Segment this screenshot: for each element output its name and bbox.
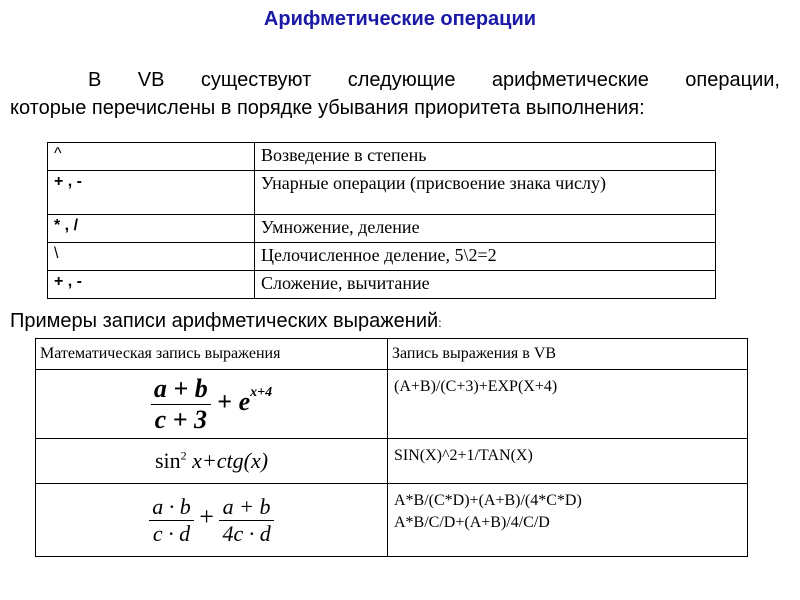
examples-title-text: Примеры записи арифметических выражений <box>10 310 439 332</box>
header-code: Запись выражения в VB <box>388 339 748 370</box>
table-row <box>48 171 716 215</box>
plus-sign: + <box>199 502 214 532</box>
operator-description: Сложение, вычитание <box>255 271 716 299</box>
table-row <box>36 370 748 439</box>
fraction <box>149 494 194 547</box>
intro-line-2: которые перечислены в порядке убывания приоритета выполнения: <box>10 97 645 119</box>
function-name: sin <box>154 448 181 473</box>
math-expression-1 <box>36 370 388 439</box>
table-row <box>36 484 748 557</box>
header-math: Математическая запись выражения <box>36 339 388 370</box>
vb-code-line: (A+B)/(C+3)+EXP(X+4) <box>394 378 558 395</box>
table-row <box>48 215 716 243</box>
numerator: a + b <box>153 373 208 403</box>
operator-symbol: ^ <box>48 143 255 171</box>
denominator: c + 3 <box>151 404 211 435</box>
examples-title <box>10 310 442 333</box>
exp-power: x+4 <box>250 385 273 401</box>
denominator: 4c · d <box>219 520 273 547</box>
operations-table <box>47 142 716 299</box>
operator-symbol: + , - <box>48 171 255 215</box>
operator-description: Возведение в степень <box>255 143 716 171</box>
table-row <box>48 143 716 171</box>
table-header-row <box>36 339 748 370</box>
power: 2 <box>180 448 187 463</box>
vb-code-line: A*B/(C*D)+(A+B)/(4*C*D) <box>394 492 582 509</box>
numerator: a + b <box>222 493 271 519</box>
denominator: c · d <box>149 520 194 547</box>
operator-description: Умножение, деление <box>255 215 716 243</box>
examples-title-colon: : <box>438 316 442 330</box>
operator-symbol: \ <box>48 243 255 271</box>
intro-paragraph <box>10 66 780 122</box>
operator-symbol: + , - <box>48 271 255 299</box>
numerator: a · b <box>152 493 191 519</box>
vb-code-cell <box>388 484 748 557</box>
operator-description: Целочисленное деление, 5\2=2 <box>255 243 716 271</box>
math-expression-2 <box>36 439 388 484</box>
vb-code-cell <box>388 370 748 439</box>
fraction <box>151 374 211 435</box>
operator-description: Унарные операции (присвоение знака числу) <box>255 171 716 215</box>
operator-symbol: * , / <box>48 215 255 243</box>
math-expression-3 <box>36 484 388 557</box>
table-row <box>48 243 716 271</box>
examples-table <box>35 338 748 557</box>
page-title: Арифметические операции <box>263 8 537 30</box>
fraction <box>219 494 273 547</box>
intro-line-1: В VB существуют следующие арифметические операции, <box>88 69 780 91</box>
vb-code-cell <box>388 439 748 484</box>
exp-base: e <box>238 386 251 416</box>
vb-code-line: A*B/C/D+(A+B)/4/C/D <box>394 514 550 531</box>
table-row <box>48 271 716 299</box>
plus-sign: + <box>217 386 233 416</box>
vb-code-line: SIN(X)^2+1/TAN(X) <box>394 447 533 464</box>
table-row <box>36 439 748 484</box>
expression-rest: x+ctg(x) <box>192 448 269 473</box>
